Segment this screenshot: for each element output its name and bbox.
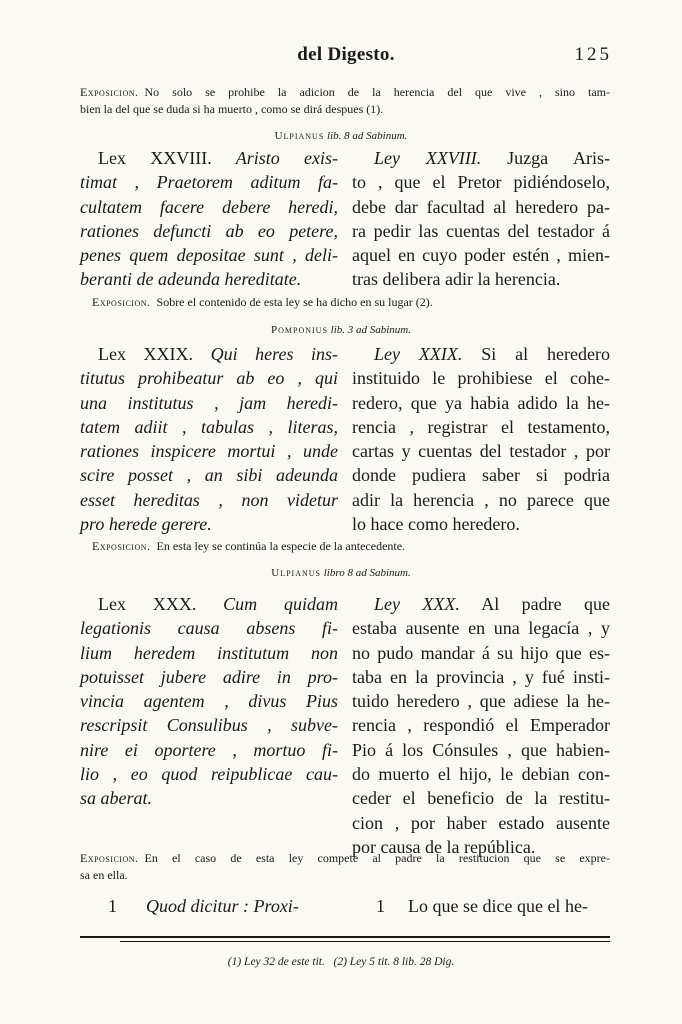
text-line: tatem adiit , tabulas , literas, xyxy=(80,416,338,437)
exposicion-4 xyxy=(80,850,610,884)
exposicion-1 xyxy=(80,84,610,118)
ley-30-spanish xyxy=(352,592,610,859)
text-line: rescripsit Consulibus , subve- xyxy=(80,715,338,736)
exposicion-4-line2: sa en ella. xyxy=(80,868,128,882)
exposicion-label: Exposicion. xyxy=(92,539,151,553)
text-line: timat , Praetorem aditum fa- xyxy=(80,172,338,193)
footnote-1: (1) Ley 32 de este tit. xyxy=(227,956,325,968)
text-line: legationis causa absens fi- xyxy=(80,618,338,639)
text-line: Lex XXVIII. Aristo exis- xyxy=(98,148,338,168)
text-line: Ley XXX. Al padre que xyxy=(374,594,611,614)
page-number: 125 xyxy=(574,44,612,65)
text-line: cion , por haber estado ausente xyxy=(352,812,610,833)
text-line: ceder el beneficio de la restitu- xyxy=(352,788,610,809)
text-line: penes quem depositae sunt , deli- xyxy=(80,245,338,266)
paragraph-1-spanish: Lo que se dice que el he- xyxy=(408,896,588,916)
text-line: taba en la provincia , y fué insti- xyxy=(352,666,610,687)
footnotes xyxy=(0,956,682,968)
text-line: do muerto el hijo, le debian con- xyxy=(352,764,610,785)
text-line: debe dar facultad al heredero pa- xyxy=(352,196,610,217)
text-line: rencia , respondió el Emperador xyxy=(352,715,610,736)
text-line: no pudo mandar á su hijo que es- xyxy=(352,642,610,663)
text-line: sa aberat. xyxy=(80,788,152,809)
text-line: lium heredem institutum non xyxy=(80,642,338,663)
source-author: Ulpianus xyxy=(274,130,325,142)
text-line: lio , eo quod reipublicae cau- xyxy=(80,764,338,785)
exposicion-label: Exposicion. xyxy=(80,85,139,99)
text-line: Lex XXIX. Qui heres ins- xyxy=(98,344,338,364)
footnote-divider-thin xyxy=(120,941,610,942)
text-line: esset hereditas , non videtur xyxy=(80,489,338,510)
text-line: redero, que ya habia adido la he- xyxy=(352,392,610,413)
exposicion-2 xyxy=(92,294,622,311)
text-line: rationes inspicere mortui , unde xyxy=(80,441,338,462)
text-line: instituido le prohibiese el cohe- xyxy=(352,368,610,389)
exposicion-3 xyxy=(92,538,622,555)
paragraph-1-latin: Quod dicitur : Proxi- xyxy=(146,896,299,916)
text-line: nire ei oportere , mortuo fi- xyxy=(80,739,338,760)
footnote-divider xyxy=(80,936,610,938)
text-line: Ley XXVIII. Juzga Aris- xyxy=(374,148,610,168)
text-line: pro herede gerere. xyxy=(80,514,212,535)
source-ulpianus-2 xyxy=(0,567,682,579)
text-line: donde pudiera saber si podria xyxy=(352,465,610,486)
text-line: potuisset jubere adire in pro- xyxy=(80,666,338,687)
text-line: Pio á los Cónsules , que habien- xyxy=(352,739,610,760)
text-line: Lex XXX. Cum quidam xyxy=(98,594,338,614)
text-line: por causa de la república. xyxy=(352,836,536,857)
source-reference: lib. 3 ad Sabinum. xyxy=(330,324,412,336)
text-line: tras delibera adir la herencia. xyxy=(352,269,561,290)
source-ulpianus-1 xyxy=(0,130,682,142)
ley-28-spanish xyxy=(352,146,610,292)
text-line: titutus prohibeatur ab eo , qui xyxy=(80,368,338,389)
text-line: rationes defuncti ab eo petere, xyxy=(80,220,338,241)
source-reference: libro 8 ad Sabinum. xyxy=(323,567,411,579)
source-author: Pomponius xyxy=(270,324,328,336)
text-line: lo hace como heredero. xyxy=(352,514,520,535)
page-header xyxy=(80,44,612,76)
paragraph-number-spanish: 1 xyxy=(376,896,385,916)
text-line: Ley XXIX. Si al heredero xyxy=(374,344,610,364)
paragraph-number-latin: 1 xyxy=(108,896,117,916)
exposicion-2-text: Sobre el contenido de esta ley se ha dicho en su lugar (2). xyxy=(156,295,433,309)
text-line: scire posset , an sibi adeunda xyxy=(80,465,338,486)
source-reference: lib. 8 ad Sabinum. xyxy=(327,130,408,142)
source-author: Ulpianus xyxy=(271,567,321,579)
text-line: estaba ausente en una legacía , y xyxy=(352,618,610,639)
source-pomponius xyxy=(0,324,682,336)
exposicion-label: Exposicion. xyxy=(80,851,139,865)
text-line: tuido heredero , que adiese la he- xyxy=(352,691,610,712)
text-line: aquel en cuyo poder estén , mien- xyxy=(352,245,610,266)
exposicion-1-line2: bien la del que se duda si ha muerto , como se dirá despues (1). xyxy=(80,102,384,116)
text-line: ra pedir las cuentas del testador á xyxy=(352,220,610,241)
footnote-2: (2) Ley 5 tit. 8 lib. 28 Dig. xyxy=(333,956,455,968)
text-line: una institutus , jam heredi- xyxy=(80,392,338,413)
running-title: del Digesto. xyxy=(297,44,395,65)
ley-29-spanish xyxy=(352,342,610,536)
text-line: cultatem facere debere heredi, xyxy=(80,196,338,217)
lex-29-latin xyxy=(80,342,338,536)
lex-28-latin xyxy=(80,146,338,292)
text-line: rencia , registrar el testamento, xyxy=(352,416,610,437)
text-line: adir la herencia , no parece que xyxy=(352,489,610,510)
exposicion-label: Exposicion. xyxy=(92,295,151,309)
exposicion-3-text: En esta ley se continúa la especie de la antecedente. xyxy=(156,539,406,553)
text-line: vincia agentem , divus Pius xyxy=(80,691,338,712)
exposicion-1-line1: No solo se prohibe la adicion de la herencia del que vive , sino tam- xyxy=(144,85,610,99)
text-line: to , que el Pretor pidiéndoselo, xyxy=(352,172,610,193)
lex-30-latin xyxy=(80,592,338,811)
text-line: cartas y cuentas del testador , por xyxy=(352,441,610,462)
exposicion-4-line1: En el caso de esta ley compete al padre la restitucion que se expre- xyxy=(144,851,610,865)
text-line: beranti de adeunda hereditate. xyxy=(80,269,302,290)
